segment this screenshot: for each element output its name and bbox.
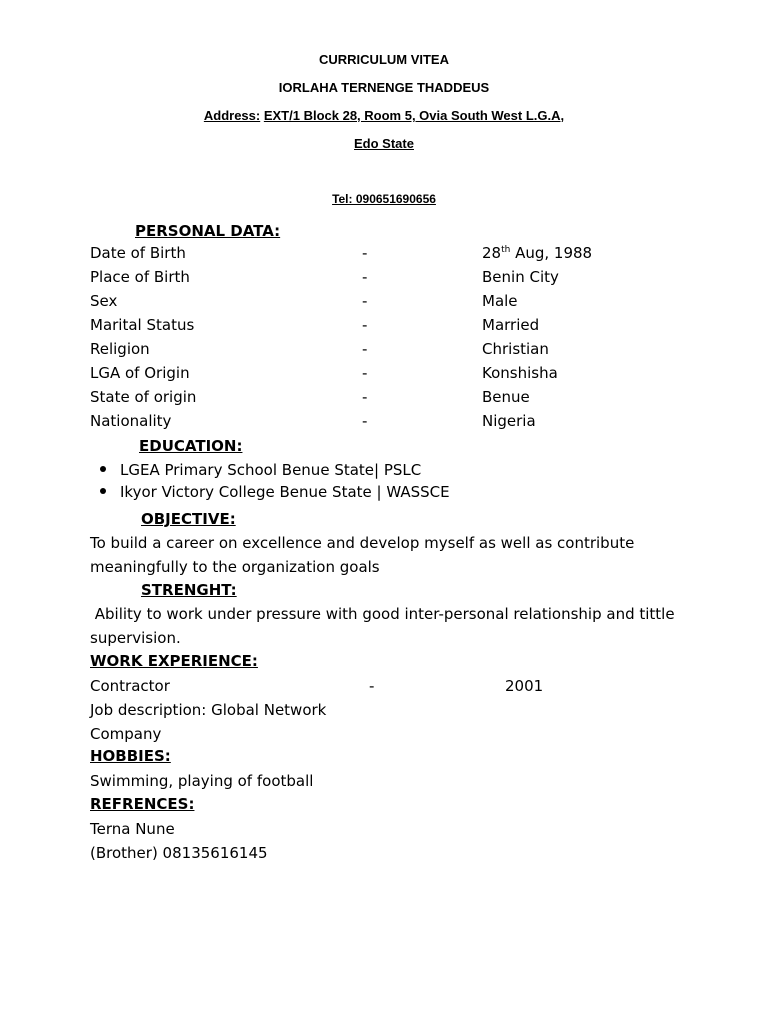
address-comma: ,	[560, 108, 565, 123]
personal-data-heading: PERSONAL DATA:	[135, 222, 281, 240]
row-separator: -	[362, 364, 368, 382]
address-label: Address:	[203, 108, 261, 123]
education-item: LGEA Primary School Benue State| PSLC	[120, 461, 422, 479]
work-heading: WORK EXPERIENCE:	[90, 652, 258, 670]
reference-name: Terna Nune	[90, 820, 175, 838]
row-value: Benue	[482, 388, 530, 406]
row-value: 28th Aug, 1988	[482, 244, 593, 262]
row-value: Male	[482, 292, 518, 310]
row-separator: -	[362, 388, 368, 406]
personal-row-lga	[90, 364, 690, 388]
bullet-icon	[100, 488, 106, 494]
address-line-2: Edo State	[354, 136, 414, 151]
bullet-icon	[100, 466, 106, 472]
row-value: Married	[482, 316, 540, 334]
strength-line-2: supervision.	[90, 629, 181, 647]
education-heading: EDUCATION:	[139, 437, 243, 455]
list-item	[100, 483, 450, 501]
row-value: Konshisha	[482, 364, 558, 382]
hobbies-heading: HOBBIES:	[90, 747, 171, 765]
list-item	[100, 461, 421, 479]
row-label: Date of Birth	[90, 244, 186, 262]
reference-detail: (Brother) 08135616145	[90, 844, 268, 862]
strength-line-1: Ability to work under pressure with good inter-personal relationship and tittle	[90, 605, 675, 623]
work-description-1: Job description: Global Network	[90, 701, 327, 719]
objective-line-1: To build a career on excellence and develop myself as well as contribute	[90, 534, 635, 552]
row-label: State of origin	[90, 388, 197, 406]
document-title: CURRICULUM VITEA	[319, 52, 449, 67]
row-label: Nationality	[90, 412, 172, 430]
personal-row-marital	[90, 316, 690, 340]
work-year: 2001	[505, 677, 544, 695]
objective-heading: OBJECTIVE:	[141, 510, 236, 528]
row-label: Sex	[90, 292, 118, 310]
telephone: Tel: 090651690656	[332, 192, 436, 206]
candidate-name: IORLAHA TERNENGE THADDEUS	[278, 80, 490, 95]
education-item: Ikyor Victory College Benue State | WASSCE	[120, 483, 450, 501]
address-line-1	[0, 108, 768, 123]
personal-row-dob	[90, 244, 690, 268]
personal-row-pob	[90, 268, 690, 292]
work-description-2: Company	[90, 725, 162, 743]
address-text: EXT/1 Block 28, Room 5, Ovia South West L.G.A	[263, 108, 561, 123]
personal-row-sex	[90, 292, 690, 316]
row-value: Benin City	[482, 268, 559, 286]
references-heading: REFRENCES:	[90, 795, 195, 813]
row-value: Nigeria	[482, 412, 536, 430]
hobbies-text: Swimming, playing of football	[90, 772, 314, 790]
row-separator: -	[362, 340, 368, 358]
row-separator: -	[362, 244, 368, 262]
row-label: Marital Status	[90, 316, 195, 334]
work-role: Contractor	[90, 677, 170, 695]
personal-row-nationality	[90, 412, 690, 436]
row-label: LGA of Origin	[90, 364, 190, 382]
objective-line-2: meaningfully to the organization goals	[90, 558, 380, 576]
row-label: Place of Birth	[90, 268, 190, 286]
row-separator: -	[362, 316, 368, 334]
personal-row-state	[90, 388, 690, 412]
work-separator: -	[369, 677, 375, 695]
row-separator: -	[362, 292, 368, 310]
row-separator: -	[362, 412, 368, 430]
row-value: Christian	[482, 340, 549, 358]
row-separator: -	[362, 268, 368, 286]
row-label: Religion	[90, 340, 150, 358]
strength-heading: STRENGHT:	[141, 581, 237, 599]
personal-row-religion	[90, 340, 690, 364]
